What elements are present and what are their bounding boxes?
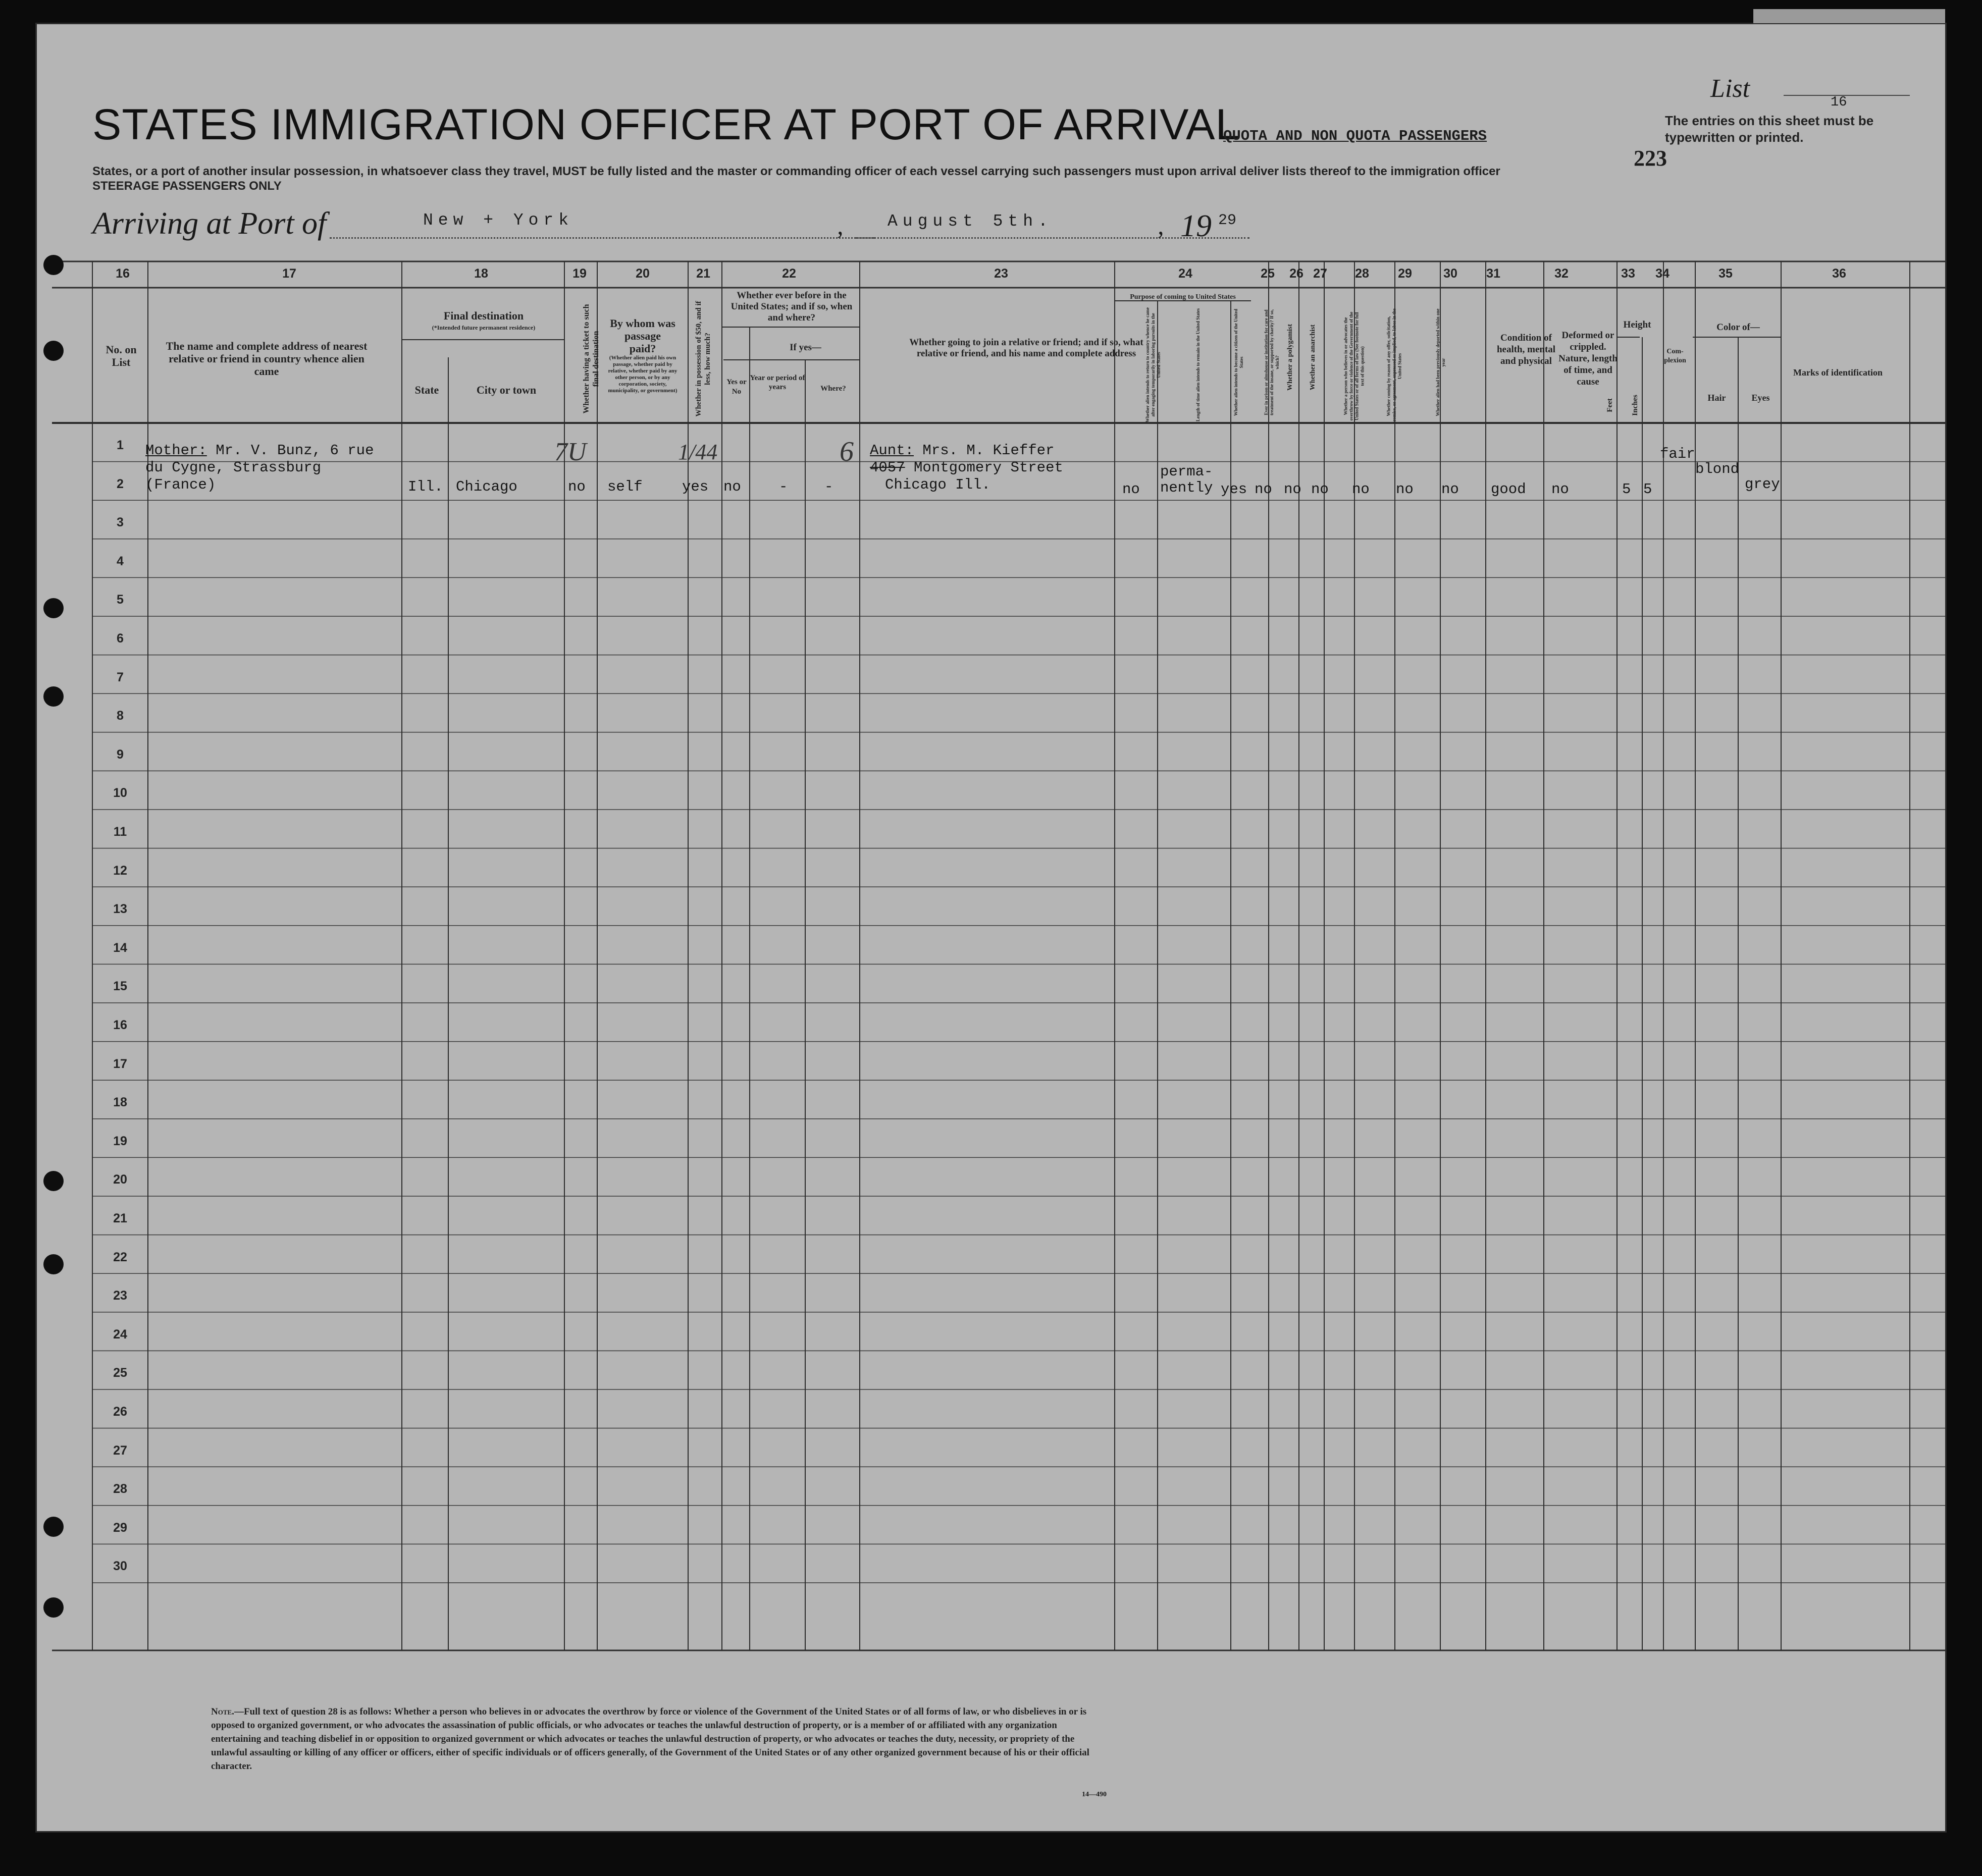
header-polygamist: Whether a polygamist <box>1286 324 1294 391</box>
list-number: 16 <box>1831 95 1847 110</box>
row-number: 23 <box>113 1289 127 1303</box>
col-num-33: 33 <box>1621 266 1635 281</box>
header-health: Condition of health, mental and physical <box>1496 333 1556 366</box>
header-q30: Whether alien had been previously deported within one year <box>1435 308 1446 416</box>
row-number: 26 <box>113 1405 127 1419</box>
binder-hole <box>43 255 64 275</box>
col-num-27: 27 <box>1313 266 1327 281</box>
ticket-value: no <box>568 478 586 495</box>
header-purpose: Purpose of coming to United States <box>1130 293 1236 301</box>
money-annotation: 1/44 <box>678 440 718 464</box>
binder-hole <box>43 1517 64 1537</box>
row-number: 9 <box>117 747 124 762</box>
col-num-32: 32 <box>1554 266 1569 281</box>
header-purpose-citizen: Whether alien intends to become a citizen of the United States <box>1233 308 1244 416</box>
joining-line-2 <box>870 459 1063 476</box>
return-value: no <box>1122 481 1140 498</box>
header-city: City or town <box>476 384 537 396</box>
feet-value: 5 <box>1622 481 1631 498</box>
row-number: 4 <box>117 554 124 568</box>
form-number: 14—490 <box>1082 1791 1107 1798</box>
money-value: yes <box>682 478 709 495</box>
header-eyes: Eyes <box>1751 393 1770 403</box>
col-num-22: 22 <box>782 266 796 281</box>
col-num-26: 26 <box>1289 266 1303 281</box>
header-no-on-list: No. on List <box>106 343 137 368</box>
row-number: 27 <box>113 1443 127 1458</box>
row-number: 16 <box>113 1018 127 1032</box>
header-height: Height <box>1623 319 1651 330</box>
header-passage-paid: By whom was passage paid? <box>610 317 675 355</box>
header-yes-or-no: Yes or No <box>726 378 747 396</box>
header-final-destination-note: (*Intended future permanent residence) <box>432 324 536 331</box>
header-passage-paid-note: (Whether alien paid his own passage, whether paid by relative, whether paid by any other person, or by any corporation, society, municipality, or government) <box>608 355 677 394</box>
row-number: 12 <box>113 863 127 878</box>
header-color-of: Color of— <box>1716 322 1760 333</box>
ever-before-value: no <box>723 478 741 495</box>
date-comma: , <box>1158 211 1164 240</box>
relative-line-3: (France) <box>145 476 216 493</box>
passage-paid-value: self <box>607 478 643 495</box>
header-money: Whether in possession of $50, and if less, how much? <box>695 301 712 417</box>
q29-value: no <box>1396 481 1414 498</box>
hair-value: blond <box>1695 461 1740 477</box>
binder-hole <box>43 1597 64 1618</box>
row-number: 29 <box>113 1520 127 1535</box>
relative-line-2: du Cygne, Strassburg <box>145 459 322 476</box>
header-purpose-length: Length of time alien intends to remain in the United States <box>1195 308 1201 422</box>
year-prefix: 19 <box>1180 209 1212 243</box>
header-joining: Whether going to join a relative or friend; and if so, what relative or friend, and his name and complete address <box>909 337 1143 359</box>
joining-label: Aunt: <box>870 442 914 459</box>
where-value: - <box>824 478 833 495</box>
header-anarchist: Whether an anarchist <box>1309 324 1317 391</box>
col-num-23: 23 <box>994 266 1008 281</box>
header-feet: Feet <box>1606 398 1614 412</box>
prison-value: no <box>1255 481 1272 498</box>
arriving-label: Arriving at Port of <box>92 206 327 241</box>
binder-hole <box>43 686 64 707</box>
row-number: 14 <box>113 940 127 955</box>
ticket-annotation: 7U <box>554 438 587 466</box>
row-number: 20 <box>113 1172 127 1187</box>
header-year-period: Year or period of years <box>750 374 805 391</box>
year-period-value: - <box>779 478 788 495</box>
eyes-value: grey <box>1745 476 1780 493</box>
footer-note <box>211 1705 1089 1773</box>
table-grid <box>37 24 1945 1831</box>
binder-hole <box>43 1254 64 1274</box>
header-hair: Hair <box>1707 393 1726 403</box>
joining-number: 4057 <box>870 459 905 476</box>
polygamist-value: no <box>1284 481 1301 498</box>
col-num-36: 36 <box>1832 266 1846 281</box>
row-number: 21 <box>113 1211 127 1225</box>
header-ticket: Whether having a ticket to such final destination <box>582 304 600 414</box>
length-line-1: perma- <box>1160 463 1213 480</box>
quota-label: QUOTA AND NON QUOTA PASSENGERS <box>1223 128 1487 144</box>
header-q29: Whether coming by reason of any offer, solicitation, promise, or agreement, expressed or implied, to labor in the United States <box>1386 308 1402 424</box>
q30-value: no <box>1441 481 1459 498</box>
binder-hole <box>43 341 64 361</box>
form-sheet <box>35 23 1947 1833</box>
date-value: August 5th. <box>888 212 1053 231</box>
q28-value: no <box>1352 481 1370 498</box>
year-suffix: 29 <box>1218 212 1237 229</box>
row-number: 15 <box>113 979 127 994</box>
header-complexion: Com-plexion <box>1664 348 1686 364</box>
header-ever-before: Whether ever before in the United States; and if so, when and where? <box>731 290 853 323</box>
header-if-yes: If yes— <box>790 342 821 353</box>
row-number: 8 <box>117 709 124 723</box>
row-number: 3 <box>117 515 124 530</box>
col-num-17: 17 <box>282 266 296 281</box>
row-number: 6 <box>117 631 124 646</box>
joining-line-1 <box>870 442 1054 459</box>
binder-hole <box>43 598 64 618</box>
where-annotation: 6 <box>840 436 854 467</box>
header-marks: Marks of identification <box>1793 367 1883 378</box>
page-shadow-top <box>1753 9 1945 23</box>
footer-note-label: Note. <box>211 1706 234 1717</box>
row-number: 24 <box>113 1327 127 1342</box>
form-title: STATES IMMIGRATION OFFICER AT PORT OF ARRIVAL <box>92 100 1240 149</box>
row-number: 19 <box>113 1134 127 1148</box>
port-value: New + York <box>423 211 574 230</box>
col-num-20: 20 <box>636 266 650 281</box>
row-number: 28 <box>113 1482 127 1496</box>
header-prison: Ever in prison or almshouse or institution for care and treatment of the insane, or supported by charity? If so, which? <box>1264 309 1280 415</box>
header-where: Where? <box>820 385 846 393</box>
row-number: 7 <box>117 670 124 684</box>
header-inches: Inches <box>1631 395 1639 416</box>
row-number: 2 <box>117 476 124 491</box>
row-number: 25 <box>113 1366 127 1380</box>
health-value: good <box>1491 481 1526 498</box>
col-num-34: 34 <box>1655 266 1670 281</box>
sheet-instructions: The entries on this sheet must be typewritten or printed. <box>1665 113 1874 145</box>
header-deformed: Deformed or crippled. Nature, length of time, and cause <box>1558 330 1618 387</box>
header-state: State <box>414 384 439 396</box>
relative-line-1 <box>145 442 374 459</box>
col-num-18: 18 <box>474 266 488 281</box>
steerage-label: STEERAGE PASSENGERS ONLY <box>92 179 282 193</box>
row-number: 17 <box>113 1056 127 1071</box>
sheet-number: 223 <box>1634 146 1667 171</box>
city-value: Chicago <box>456 478 517 495</box>
inches-value: 5 <box>1643 481 1652 498</box>
header-purpose-return: Whether alien intends to return to country whence he came after engaging temporarily in laboring pursuits in the United States <box>1145 307 1161 422</box>
row-number: 10 <box>113 786 127 800</box>
joining-name: Mrs. M. Kieffer <box>914 442 1055 459</box>
col-num-25: 25 <box>1261 266 1275 281</box>
form-subtitle: States, or a port of another insular possession, in whatsoever class they travel, MUST be fully listed and the master or commanding officer of each vessel carrying such passengers must upon arrival deliver lists thereof to the immigration officer <box>92 165 1500 178</box>
header-nearest-relative: The name and complete address of nearest relative or friend in country whence alien came <box>166 340 368 378</box>
deformed-value: no <box>1551 481 1569 498</box>
col-num-29: 29 <box>1398 266 1412 281</box>
joining-street: Montgomery Street <box>905 459 1063 476</box>
state-value: Ill. <box>408 478 443 495</box>
row-number: 13 <box>113 902 127 917</box>
row-number: 18 <box>113 1095 127 1110</box>
list-label: List <box>1710 74 1750 103</box>
header-final-destination: Final destination <box>443 309 524 322</box>
col-num-21: 21 <box>696 266 710 281</box>
row-number: 1 <box>117 438 124 452</box>
port-comma: , <box>837 211 844 240</box>
col-num-31: 31 <box>1486 266 1500 281</box>
col-num-16: 16 <box>116 266 130 281</box>
col-num-35: 35 <box>1718 266 1733 281</box>
complexion-value: fair <box>1660 446 1695 462</box>
col-num-24: 24 <box>1178 266 1192 281</box>
joining-line-3: Chicago Ill. <box>885 476 990 493</box>
binder-hole <box>43 1171 64 1191</box>
header-q28: Whether a person who believes in or advocates the overthrow by force or violence of the Government of the United States or of all forms of law (See footnote for full text of this question) <box>1343 311 1365 421</box>
row-number: 11 <box>113 825 127 839</box>
anarchist-value: no <box>1311 481 1329 498</box>
row-number: 30 <box>113 1559 127 1574</box>
length-line-2: nently <box>1160 479 1213 496</box>
row-number: 22 <box>113 1250 127 1264</box>
citizen-value: yes <box>1221 481 1247 498</box>
relative-name: Mr. V. Bunz, 6 rue <box>206 442 374 459</box>
col-num-30: 30 <box>1443 266 1457 281</box>
row-number: 5 <box>117 593 124 607</box>
relative-label: Mother: <box>145 442 207 459</box>
col-num-19: 19 <box>572 266 587 281</box>
footer-note-text: —Full text of question 28 is as follows: Whether a person who believes in or advocates the overthrow by force or violence of the Government of the United States or of all forms of law, or who disbelieves in or is opposed to organized government, or who advocates the assassination of public officials, or who advocates or teaches the unlawful destruction of property, or is a member of or affiliated with any organization entertaining and teaching disbelief in or opposition to organized government or which advocates or teaches the unlawful destruction of property, or who advocates or teaches the duty, necessity, or propriety of the unlawful assaulting or killing of any officer or officers, either of specific individuals or of officers generally, of the Government of the United States or of any other organized government because of his or their official character. <box>211 1706 1089 1772</box>
col-num-28: 28 <box>1355 266 1369 281</box>
